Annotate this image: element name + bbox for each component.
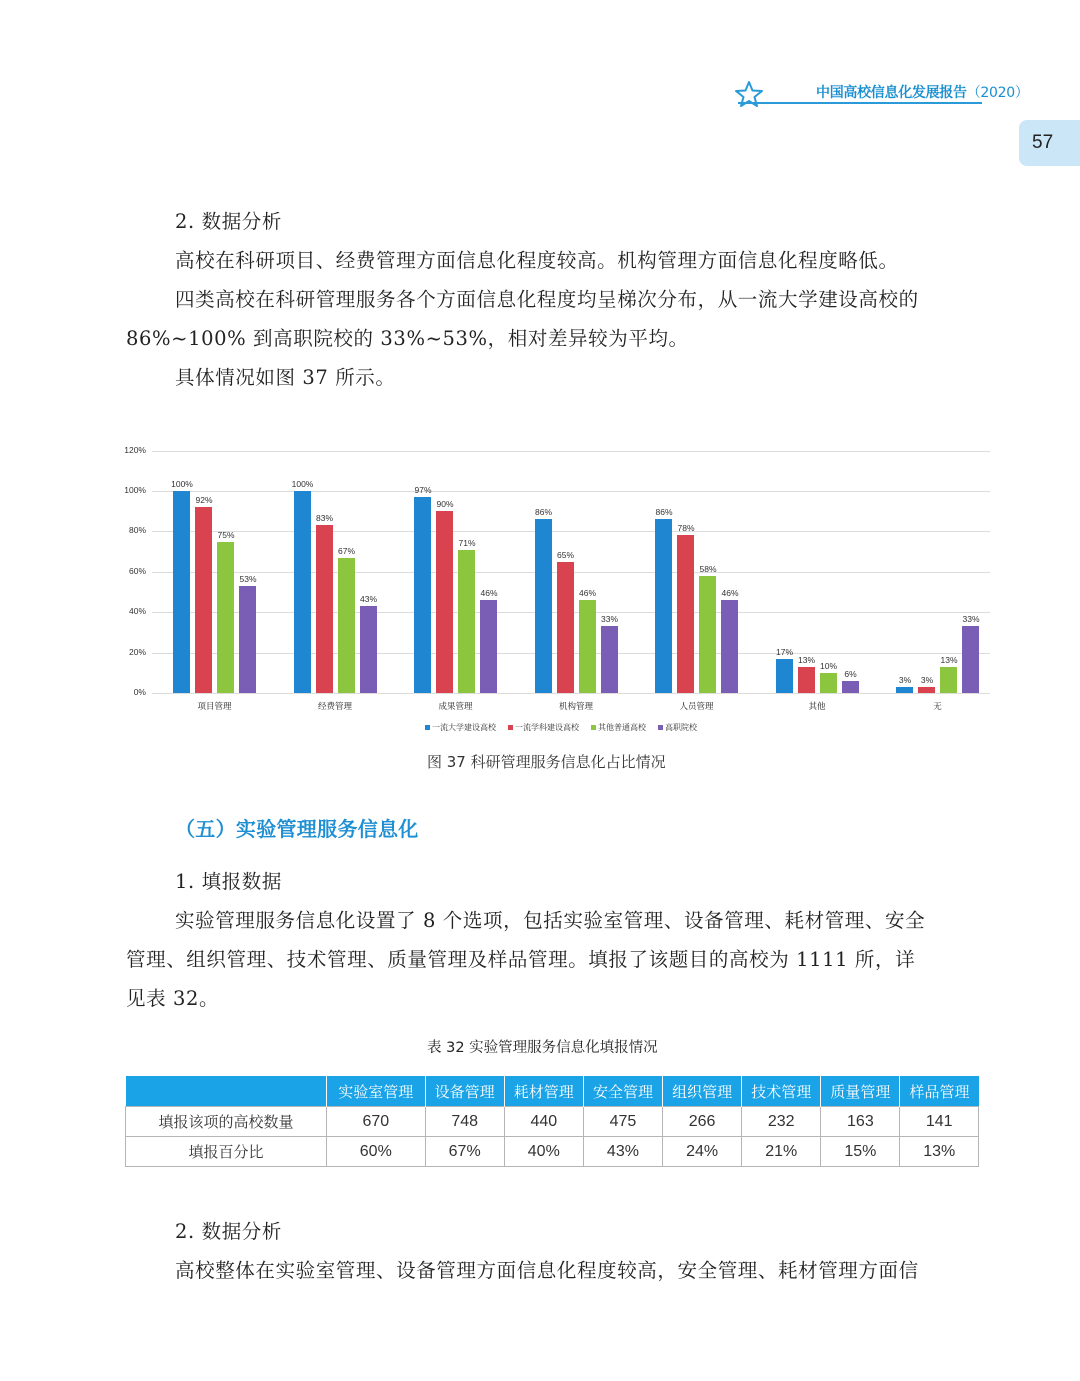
legend-label: 其他普通高校 (598, 723, 646, 732)
table-cell: 440 (504, 1107, 583, 1137)
legend-swatch-icon (425, 725, 430, 730)
paragraph: 具体情况如图 37 所示。 (175, 366, 396, 389)
table-cell: 24% (663, 1137, 742, 1167)
y-axis-tick: 100% (124, 485, 146, 495)
data-label: 92% (195, 495, 213, 506)
data-label: 46% (721, 588, 739, 599)
bar-3 (962, 626, 979, 693)
data-label: 33% (962, 614, 980, 625)
bar-1 (918, 687, 935, 693)
data-label: 33% (600, 614, 618, 625)
column-header: 设备管理 (425, 1076, 504, 1107)
table-cell: 43% (583, 1137, 662, 1167)
bar-3 (721, 600, 738, 693)
table-cell: 475 (583, 1107, 662, 1137)
column-header: 组织管理 (663, 1076, 742, 1107)
subheading-data-analysis: 2. 数据分析 (175, 210, 283, 233)
page-number: 57 (1019, 120, 1080, 166)
bar-0 (294, 491, 311, 693)
data-label: 13% (797, 654, 815, 665)
paragraph: 86%~100% 到高职院校的 33%~53%，相对差异较为平均。 (126, 327, 689, 350)
bar-2 (820, 673, 837, 693)
data-label: 6% (844, 668, 857, 679)
bar-3 (601, 626, 618, 693)
y-axis-tick: 60% (128, 565, 146, 576)
bar-2 (458, 550, 475, 693)
y-axis-tick: 80% (128, 525, 146, 536)
table-cell: 141 (900, 1107, 979, 1137)
bar-3 (239, 586, 256, 693)
x-axis-label: 人员管理 (679, 702, 714, 712)
bar-3 (480, 600, 497, 693)
data-label: 43% (359, 594, 377, 605)
table-cell: 40% (504, 1137, 583, 1167)
gridline (152, 693, 990, 694)
table-cell: 266 (663, 1107, 742, 1137)
column-header: 样品管理 (900, 1076, 979, 1107)
column-header: 实验室管理 (327, 1076, 426, 1107)
bar-0 (896, 687, 913, 693)
data-label: 75% (217, 529, 235, 540)
paragraph: 管理、组织管理、技术管理、质量管理及样品管理。填报了该题目的高校为 1111 所，详 (126, 948, 916, 971)
data-label: 46% (578, 588, 596, 599)
report-title: 中国高校信息化发展报告 (816, 85, 967, 101)
legend-swatch-icon (658, 725, 663, 730)
subheading-reported-data: 1. 填报数据 (175, 870, 283, 893)
table-row (126, 1107, 979, 1137)
x-axis-label: 成果管理 (438, 702, 473, 712)
chart-legend (425, 722, 697, 733)
legend-swatch-icon (591, 725, 596, 730)
table-cell: 15% (821, 1137, 900, 1167)
legend-label: 高职院校 (665, 723, 697, 732)
data-label: 97% (414, 485, 432, 496)
bar-3 (842, 681, 859, 693)
x-axis-label: 机构管理 (558, 702, 593, 712)
gridline (152, 491, 990, 492)
legend-label: 一流大学建设高校 (432, 723, 496, 732)
data-label: 71% (458, 537, 476, 548)
row-header: 填报该项的高校数量 (126, 1107, 327, 1137)
data-label: 65% (556, 549, 574, 560)
bar-2 (338, 558, 355, 693)
data-label: 10% (819, 660, 837, 671)
data-label: 53% (239, 573, 257, 584)
bar-3 (360, 606, 377, 693)
table-cell: 163 (821, 1107, 900, 1137)
legend-label: 一流学科建设高校 (515, 723, 579, 732)
table-cell: 748 (425, 1107, 504, 1137)
bar-2 (579, 600, 596, 693)
data-label: 58% (699, 563, 717, 574)
running-header (816, 82, 1029, 102)
paragraph: 见表 32。 (126, 987, 220, 1010)
bar-1 (436, 511, 453, 693)
bar-0 (655, 519, 672, 693)
column-header: 耗材管理 (504, 1076, 583, 1107)
data-label: 13% (940, 654, 958, 665)
bar-2 (217, 542, 234, 694)
y-axis-tick: 0% (133, 687, 146, 697)
section-title: （五）实验管理服务信息化 (175, 817, 419, 841)
bar-1 (677, 535, 694, 693)
bar-0 (535, 519, 552, 693)
paragraph: 四类高校在科研管理服务各个方面信息化程度均呈梯次分布，从一流大学建设高校的 (175, 288, 919, 311)
data-label: 86% (655, 507, 673, 518)
data-label: 67% (337, 545, 355, 556)
report-year: （2020） (966, 85, 1029, 101)
bar-1 (195, 507, 212, 693)
table-cell: 13% (900, 1137, 979, 1167)
paragraph: 高校在科研项目、经费管理方面信息化程度较高。机构管理方面信息化程度略低。 (175, 249, 899, 272)
bar-1 (316, 525, 333, 693)
data-label: 46% (480, 588, 498, 599)
data-label: 78% (677, 523, 695, 534)
gridline (152, 531, 990, 532)
subheading-data-analysis: 2. 数据分析 (175, 1220, 283, 1243)
paragraph: 高校整体在实验室管理、设备管理方面信息化程度较高，安全管理、耗材管理方面信 (175, 1259, 919, 1282)
bar-0 (414, 497, 431, 693)
data-label: 86% (534, 507, 552, 518)
table-row (126, 1137, 979, 1167)
column-header: 质量管理 (821, 1076, 900, 1107)
column-header: 技术管理 (742, 1076, 821, 1107)
data-label: 90% (436, 499, 454, 510)
x-axis-label: 项目管理 (197, 702, 232, 712)
table-cell: 60% (327, 1137, 426, 1167)
bar-0 (776, 659, 793, 693)
legend-item (658, 722, 697, 733)
table-cell: 232 (742, 1107, 821, 1137)
gridline (152, 451, 990, 452)
bar-1 (798, 667, 815, 693)
x-axis-label: 无 (933, 702, 942, 712)
row-header: 填报百分比 (126, 1137, 327, 1167)
data-label: 17% (775, 646, 793, 657)
figure-caption: 图 37 科研管理服务信息化占比情况 (427, 753, 666, 771)
table-cell: 21% (742, 1137, 821, 1167)
legend-item (591, 722, 646, 733)
table-cell: 670 (327, 1107, 426, 1137)
table-header-row (126, 1076, 979, 1107)
legend-item (508, 722, 579, 733)
y-axis-tick: 120% (124, 444, 146, 455)
y-axis-tick: 20% (128, 646, 146, 657)
data-table (125, 1076, 979, 1167)
data-label: 3% (920, 674, 934, 685)
x-axis-label: 经费管理 (317, 702, 352, 712)
bar-1 (557, 562, 574, 693)
legend-swatch-icon (508, 725, 513, 730)
column-header (126, 1076, 327, 1107)
legend-item (425, 722, 496, 733)
bar-2 (699, 576, 716, 693)
y-axis-tick: 40% (128, 606, 146, 617)
data-label: 100% (291, 479, 314, 489)
bar-0 (173, 491, 190, 693)
data-label: 3% (898, 674, 912, 685)
header-rule (738, 102, 982, 104)
data-label: 100% (171, 479, 193, 489)
x-axis-label: 其他 (808, 702, 826, 712)
table-caption: 表 32 实验管理服务信息化填报情况 (427, 1040, 658, 1056)
data-label: 83% (315, 513, 333, 524)
paragraph: 实验管理服务信息化设置了 8 个选项，包括实验室管理、设备管理、耗材管理、安全 (175, 909, 926, 932)
bar-2 (940, 667, 957, 693)
bar-chart (110, 440, 1000, 740)
column-header: 安全管理 (583, 1076, 662, 1107)
table-cell: 67% (425, 1137, 504, 1167)
